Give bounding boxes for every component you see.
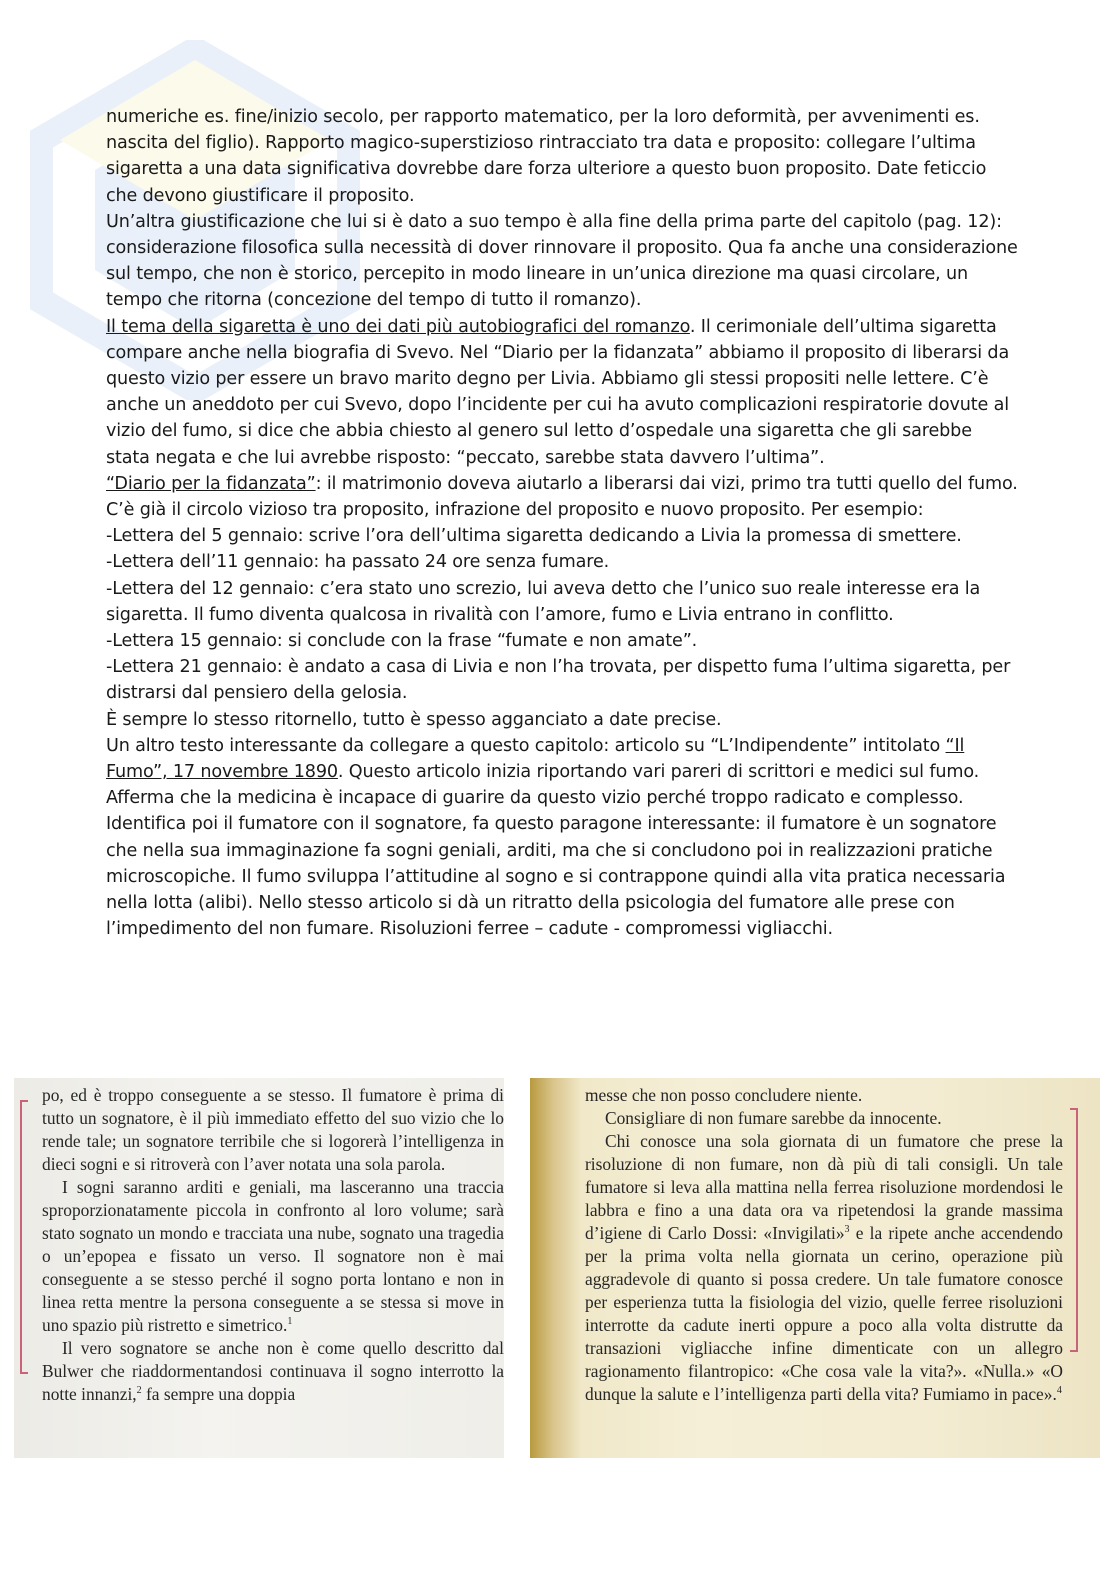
scanned-text: I sogni saranno arditi e geniali, ma lasceranno una traccia sproporzionatamente piccola in confronto al loro volume; sarà stato sognato un mondo e tracciata una nube, sognato una tragedia o un’epopea e fissato un verso. Il sognatore non è mai conseguente a se stesso perché il sogno porta lontano e non in linea retta mentre la persona conseguente a se stessa si move in uno spazio più ristretto e simetrico. [42, 1177, 504, 1335]
letter-item: -Lettera del 5 gennaio: scrive l’ora dell’ultima sigaretta dedicando a Livia la promessa di smettere. [106, 526, 962, 547]
footnote-marker: 1 [287, 1316, 293, 1328]
scanned-paragraph [42, 1176, 504, 1337]
paragraph-text: . Questo articolo inizia riportando vari pareri di scrittori e medici sul fumo. Afferma che la medicina è incapace di guarire da questo vizio perché troppo radicato e complesso. Identifica poi il fumatore con il sognatore, fa questo paragone interessante: il fumatore è un sognatore che nella sua immaginazione fa sogni geniali, arditi, ma che si concludono poi in realizzazioni pratiche microscopiche. Il fumo sviluppa l’attitudine al sogno e si contrappone quindi alla vita pratica necessaria nella lotta (alibi). Nello stesso articolo si dà un ritratto della psicologia del fumatore alle prese con l’impedimento del non fumare. Risoluzioni ferree – cadute - compromessi vigliacchi. [106, 762, 1006, 940]
paragraph: Un’altra giustificazione che lui si è dato a suo tempo è alla fine della prima parte del capitolo (pag. 12): considerazione filosofica sulla necessità di dover rinnovare il proposito. Qua fa anche una considerazione sul tempo, che non è storico, percepito in modo lineare in un’unica direzione ma quasi circolare, un tempo che ritorna (concezione del tempo di tutto il romanzo). [106, 211, 1018, 311]
scanned-page-left [14, 1078, 504, 1458]
paragraph [106, 314, 1018, 471]
paragraph [106, 733, 1018, 943]
underlined-phrase: Il tema della sigaretta è uno dei dati più autobiografici del romanzo [106, 316, 690, 337]
scanned-text: e la ripete anche accendendo per la prima volta nella giornata un cerino, operazione più aggradevole di quanto si possa credere. Un tale fumatore conosce per esperienza tutta la fisiologia del vizio, quelle ferree risoluzioni interrotte da cadute inerti oppure a poco alla volta distrutte da transazioni vigliacche infine dimenticate con un allegro ragionamento filantropico: «Che cosa vale la vita?». «Nulla.» «O dunque la salute e l’intelligenza parti della vita? Fumiamo in pace». [585, 1223, 1063, 1404]
paragraph: numeriche es. fine/inizio secolo, per rapporto matematico, per la loro deformità, per avvenimenti es. nascita del figlio). Rapporto magico-superstizioso rintracciato tra data e proposito: collegare l’ultima sigaretta a una data significativa dovrebbe dare forza ulteriore a questo buon proposito. Date feticcio che devono giustificare il proposito. [106, 107, 987, 206]
footnote-marker: 4 [1056, 1385, 1062, 1397]
underlined-phrase: “Diario per la fidanzata” [106, 473, 316, 494]
scanned-paragraph [585, 1130, 1063, 1406]
scanned-text: Il vero sognatore se anche non è come quello descritto dal Bulwer che riaddormentandosi continuava il sogno interrotto la notte innanzi, [42, 1338, 504, 1404]
pencil-bracket-mark [1070, 1108, 1078, 1352]
paragraph-text: Un altro testo interessante da collegare a questo capitolo: articolo su “L’Indipendente” intitolato [106, 735, 946, 756]
letter-item: -Lettera 15 gennaio: si conclude con la frase “fumate e non amate”. [106, 631, 698, 652]
underlined-phrase: “Il Fumo”, 17 novembre 1890 [106, 735, 965, 783]
main-text-body [106, 104, 1018, 943]
letter-item: -Lettera 21 gennaio: è andato a casa di Livia e non l’ha trovata, per dispetto fuma l’ultima sigaretta, per distrarsi dal pensiero della gelosia. [106, 657, 1011, 704]
letter-item: -Lettera del 12 gennaio: c’era stato uno screzio, lui aveva detto che l’unico suo reale interesse era la sigaretta. Il fumo diventa qualcosa in rivalità con l’amore, fumo e Livia entrano in conflitto. [106, 578, 981, 625]
footnote-marker: 2 [136, 1385, 142, 1397]
paragraph: È sempre lo stesso ritornello, tutto è spesso agganciato a date precise. [106, 709, 722, 730]
paragraph [106, 471, 1018, 523]
letter-item: -Lettera dell’11 gennaio: ha passato 24 ore senza fumare. [106, 552, 610, 573]
scanned-text-column [585, 1084, 1063, 1406]
scanned-text-column [42, 1084, 504, 1406]
scanned-paragraph [42, 1337, 504, 1406]
scanned-paragraph: messe che non posso concludere niente. [585, 1085, 863, 1105]
scanned-text: fa sempre una doppia [141, 1384, 296, 1404]
scanned-page-right [530, 1078, 1100, 1458]
paragraph-text: : il matrimonio doveva aiutarlo a liberarsi dai vizi, primo tra tutti quello del fumo. C’è già il circolo vizioso tra proposito, infrazione del proposito e nuovo proposito. Per esempio: [106, 473, 1018, 521]
paragraph-text: . Il cerimoniale dell’ultima sigaretta compare anche nella biografia di Svevo. Nel “Diario per la fidanzata” abbiamo il proposito di liberarsi da questo vizio per essere un bravo marito degno per Livia. Abbiamo gli stessi propositi nelle lettere. C’è anche un aneddoto per cui Svevo, dopo l’incidente per cui ha avuto complicazioni respiratorie dovute al vizio del fumo, si dice che abbia chiesto al genero sul letto d’ospedale una sigaretta che gli sarebbe stata negata e che lui avrebbe risposto: “peccato, sarebbe stata davvero l’ultima”. [106, 316, 1010, 468]
footnote-marker: 3 [844, 1224, 850, 1236]
scanned-paragraph: po, ed è troppo conseguente a se stesso. Il fumatore è prima di tutto un sognatore, è il più immediato effetto del suo vizio che lo rende tale; un sognatore terribile che si logorerà l’intelligenza in dieci sogni e si ritroverà con l’aver notata una sola parola. [42, 1085, 504, 1174]
scanned-text: Chi conosce una sola giornata di un fumatore che prese la risoluzione di non fumare, non dà più di tali consigli. Un tale fumatore si leva alla mattina nella ferrea risoluzione mordendosi le labbra e fino a una data ora va ripetendosi la grande massima d’igiene di Carlo Dossi: «Invigilati» [585, 1131, 1063, 1243]
scanned-paragraph: Consigliare di non fumare sarebbe da innocente. [605, 1108, 942, 1128]
pencil-bracket-mark [20, 1100, 28, 1374]
